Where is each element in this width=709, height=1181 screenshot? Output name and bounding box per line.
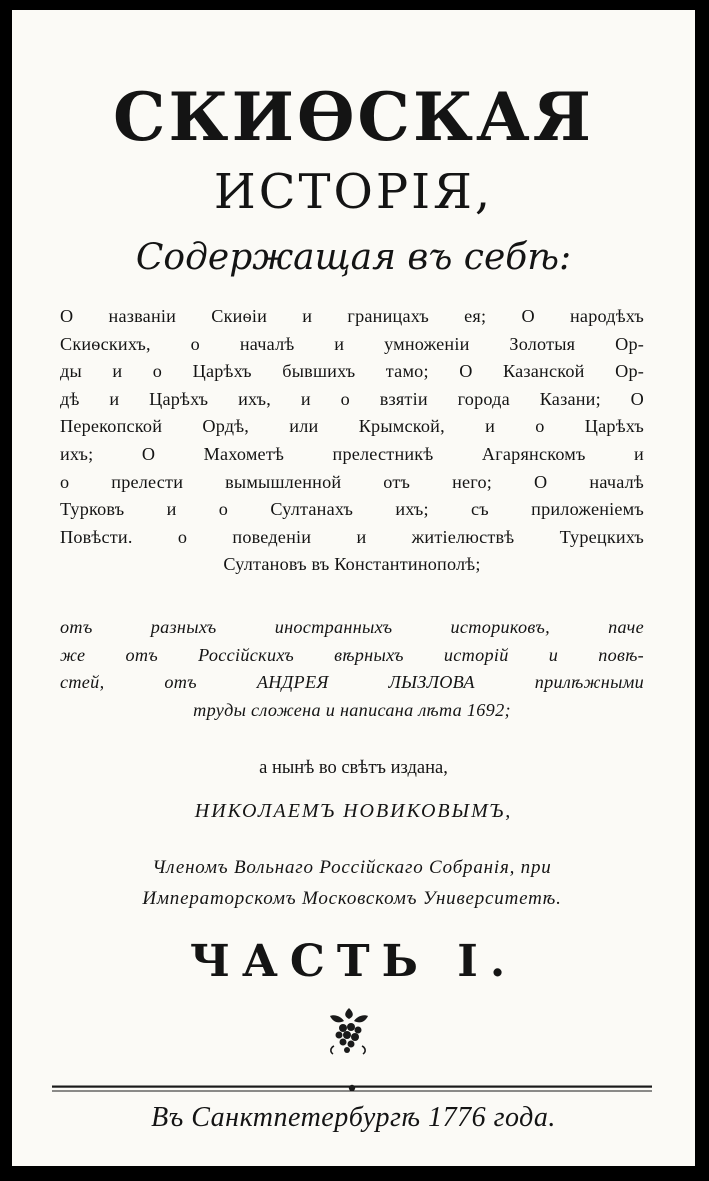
contents-summary bbox=[60, 303, 644, 579]
contents-line: Повѣсти. о поведеніи и житіелюствѣ Турецкихъ bbox=[60, 526, 644, 547]
contents-line: Скиѳскихъ, о началѣ и умноженіи Золотыя Ор- bbox=[60, 333, 644, 354]
affiliation-line: Членомъ Вольнаго Россійскаго Собранія, при bbox=[152, 857, 552, 878]
authorship-line: труды сложена и написана лѣта 1692; bbox=[193, 699, 511, 720]
decorative-rule bbox=[52, 1082, 652, 1096]
contents-line: о прелести вымышленной отъ него; О началѣ bbox=[60, 471, 644, 492]
book-subtitle: ИСТОРІЯ, bbox=[213, 164, 494, 220]
authorship-statement bbox=[60, 614, 644, 724]
published-statement: а нынѣ во свѣтъ издана, bbox=[259, 758, 448, 778]
contents-line: Перекопской Ордѣ, или Крымской, и о Царѣхъ bbox=[60, 416, 644, 437]
contents-line: Султановъ въ Константинополѣ; bbox=[223, 554, 481, 575]
contents-line: Турковъ и о Султанахъ ихъ; съ приложеніемъ bbox=[60, 499, 644, 520]
imprint-line: Въ Санктпетербургѣ 1776 года. bbox=[151, 1102, 556, 1133]
affiliation-line: Императорскомъ Московскомъ Университетѣ. bbox=[142, 888, 562, 909]
book-title: СКИѲСКАЯ bbox=[113, 78, 594, 156]
authorship-line: же отъ Россійскихъ вѣрныхъ исторій и повѣ- bbox=[60, 644, 644, 665]
contents-line: ихъ; О Махометѣ прелестникѣ Агарянскомъ и bbox=[60, 443, 644, 464]
publisher-affiliation bbox=[52, 852, 652, 914]
containing-heading: Содержащая въ себѣ: bbox=[135, 237, 572, 278]
contents-line: О названіи Скиѳіи и границахъ ея; О народѣхъ bbox=[60, 306, 644, 326]
volume-number: ЧАСТЬ I. bbox=[189, 936, 518, 987]
contents-line: ды и о Царѣхъ бывшихъ тамо; О Казанской Ор- bbox=[60, 361, 644, 382]
contents-line: дѣ и Царѣхъ ихъ, и о взятіи города Казани; О bbox=[60, 388, 644, 409]
publisher-name: НИКОЛАЕМЪ НОВИКОВЫМЪ, bbox=[194, 800, 513, 822]
grape-ornament-icon bbox=[324, 1006, 374, 1058]
title-page bbox=[12, 10, 695, 1166]
authorship-line: отъ разныхъ иностранныхъ историковъ, паче bbox=[60, 617, 644, 637]
authorship-line: стей, отъ АНДРЕЯ ЛЫЗЛОВА прилѣжными bbox=[60, 672, 644, 693]
